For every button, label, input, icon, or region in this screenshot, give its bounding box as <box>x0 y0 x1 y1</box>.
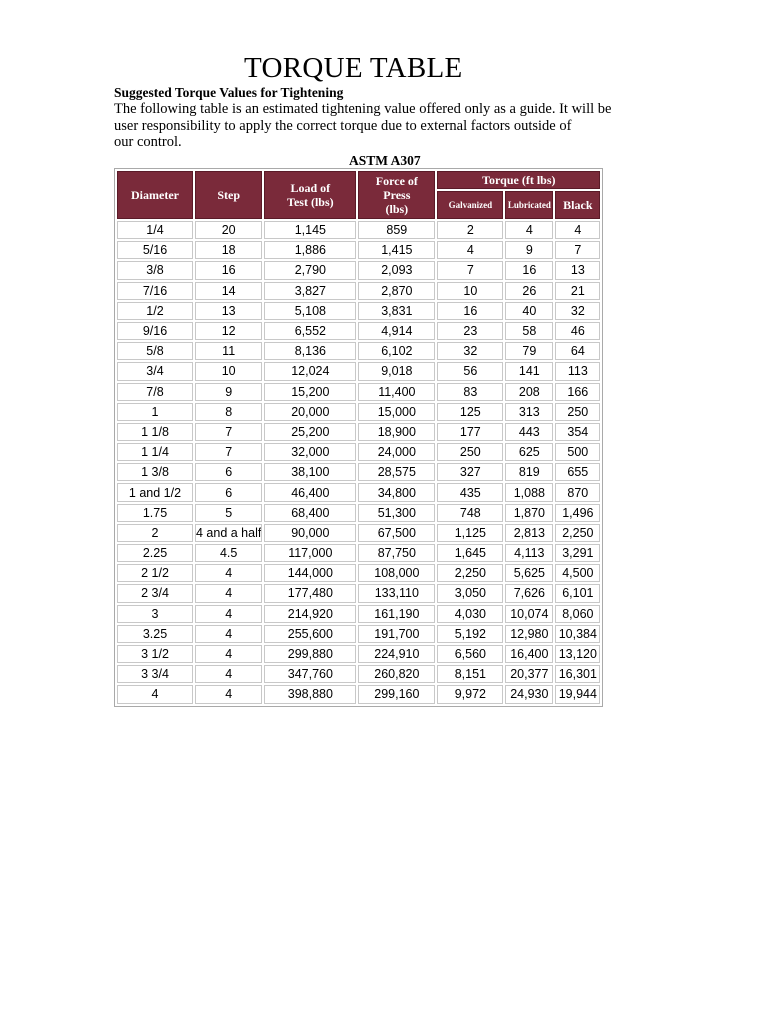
force-cell: 34,800 <box>358 483 435 501</box>
galvanized-cell: 7 <box>437 261 503 279</box>
force-cell: 51,300 <box>358 504 435 522</box>
force-cell: 133,110 <box>358 584 435 602</box>
black-cell: 4 <box>555 221 600 239</box>
lubricated-cell: 1,870 <box>505 504 553 522</box>
force-cell: 1,415 <box>358 241 435 259</box>
step-cell: 9 <box>195 383 262 401</box>
lubricated-cell: 16 <box>505 261 553 279</box>
galvanized-cell: 2 <box>437 221 503 239</box>
step-cell: 20 <box>195 221 262 239</box>
table-row <box>117 544 600 562</box>
galvanized-cell: 1,645 <box>437 544 503 562</box>
load-cell: 38,100 <box>264 463 356 481</box>
step-cell: 4.5 <box>195 544 262 562</box>
galvanized-cell: 177 <box>437 423 503 441</box>
force-cell: 18,900 <box>358 423 435 441</box>
step-cell: 7 <box>195 443 262 461</box>
diameter-cell: 1.75 <box>117 504 193 522</box>
table-caption: ASTM A307 <box>349 153 421 168</box>
load-cell: 1,886 <box>264 241 356 259</box>
force-cell: 9,018 <box>358 362 435 380</box>
load-cell: 8,136 <box>264 342 356 360</box>
diameter-cell: 3 1/2 <box>117 645 193 663</box>
galvanized-cell: 9,972 <box>437 685 503 703</box>
lubricated-cell: 16,400 <box>505 645 553 663</box>
table-row <box>117 524 600 542</box>
diameter-cell: 1 <box>117 403 193 421</box>
load-cell: 25,200 <box>264 423 356 441</box>
black-cell: 21 <box>555 282 600 300</box>
lubricated-cell: 141 <box>505 362 553 380</box>
lubricated-cell: 625 <box>505 443 553 461</box>
step-cell: 18 <box>195 241 262 259</box>
table-row <box>117 645 600 663</box>
load-cell: 3,827 <box>264 282 356 300</box>
diameter-cell: 1/2 <box>117 302 193 320</box>
header-load-line1: Load of <box>290 181 331 195</box>
galvanized-cell: 16 <box>437 302 503 320</box>
black-cell: 32 <box>555 302 600 320</box>
page-title: TORQUE TABLE <box>244 52 463 84</box>
diameter-cell: 2 <box>117 524 193 542</box>
load-cell: 15,200 <box>264 383 356 401</box>
step-cell: 10 <box>195 362 262 380</box>
table-row <box>117 584 600 602</box>
lubricated-cell: 2,813 <box>505 524 553 542</box>
torque-table <box>114 168 603 707</box>
lubricated-cell: 24,930 <box>505 685 553 703</box>
header-load-of-test <box>264 171 356 219</box>
table-row <box>117 625 600 643</box>
black-cell: 166 <box>555 383 600 401</box>
galvanized-cell: 125 <box>437 403 503 421</box>
step-cell: 4 <box>195 564 262 582</box>
table-row <box>117 302 600 320</box>
table-row <box>117 423 600 441</box>
black-cell: 655 <box>555 463 600 481</box>
black-cell: 7 <box>555 241 600 259</box>
force-cell: 11,400 <box>358 383 435 401</box>
black-cell: 19,944 <box>555 685 600 703</box>
black-cell: 16,301 <box>555 665 600 683</box>
lubricated-cell: 58 <box>505 322 553 340</box>
black-cell: 8,060 <box>555 605 600 623</box>
step-cell: 11 <box>195 342 262 360</box>
diameter-cell: 7/8 <box>117 383 193 401</box>
header-step: Step <box>195 171 262 219</box>
galvanized-cell: 32 <box>437 342 503 360</box>
header-lubricated: Lubricated <box>505 191 553 219</box>
load-cell: 144,000 <box>264 564 356 582</box>
lubricated-cell: 313 <box>505 403 553 421</box>
load-cell: 1,145 <box>264 221 356 239</box>
force-cell: 24,000 <box>358 443 435 461</box>
diameter-cell: 3.25 <box>117 625 193 643</box>
load-cell: 255,600 <box>264 625 356 643</box>
diameter-cell: 5/8 <box>117 342 193 360</box>
table-row <box>117 241 600 259</box>
torque-table-container <box>114 168 603 707</box>
galvanized-cell: 4,030 <box>437 605 503 623</box>
galvanized-cell: 56 <box>437 362 503 380</box>
galvanized-cell: 6,560 <box>437 645 503 663</box>
step-cell: 4 <box>195 665 262 683</box>
lubricated-cell: 1,088 <box>505 483 553 501</box>
step-cell: 4 <box>195 584 262 602</box>
step-cell: 4 <box>195 605 262 623</box>
black-cell: 113 <box>555 362 600 380</box>
load-cell: 46,400 <box>264 483 356 501</box>
force-cell: 67,500 <box>358 524 435 542</box>
force-cell: 299,160 <box>358 685 435 703</box>
black-cell: 870 <box>555 483 600 501</box>
step-cell: 12 <box>195 322 262 340</box>
diameter-cell: 1/4 <box>117 221 193 239</box>
table-row <box>117 504 600 522</box>
step-cell: 13 <box>195 302 262 320</box>
black-cell: 10,384 <box>555 625 600 643</box>
header-force-line1: Force of <box>375 174 418 188</box>
force-cell: 28,575 <box>358 463 435 481</box>
table-row <box>117 282 600 300</box>
lubricated-cell: 79 <box>505 342 553 360</box>
step-cell: 16 <box>195 261 262 279</box>
force-cell: 6,102 <box>358 342 435 360</box>
step-cell: 14 <box>195 282 262 300</box>
force-cell: 108,000 <box>358 564 435 582</box>
lubricated-cell: 4 <box>505 221 553 239</box>
diameter-cell: 1 1/4 <box>117 443 193 461</box>
table-row <box>117 463 600 481</box>
force-cell: 224,910 <box>358 645 435 663</box>
lubricated-cell: 7,626 <box>505 584 553 602</box>
load-cell: 68,400 <box>264 504 356 522</box>
diameter-cell: 5/16 <box>117 241 193 259</box>
load-cell: 214,920 <box>264 605 356 623</box>
lubricated-cell: 26 <box>505 282 553 300</box>
lubricated-cell: 10,074 <box>505 605 553 623</box>
step-cell: 6 <box>195 483 262 501</box>
intro-paragraph <box>114 101 634 151</box>
header-force-line3: (lbs) <box>385 202 409 216</box>
table-row <box>117 322 600 340</box>
load-cell: 117,000 <box>264 544 356 562</box>
diameter-cell: 3/8 <box>117 261 193 279</box>
header-load-line2: Test (lbs) <box>287 195 334 209</box>
step-cell: 7 <box>195 423 262 441</box>
galvanized-cell: 10 <box>437 282 503 300</box>
lubricated-cell: 12,980 <box>505 625 553 643</box>
load-cell: 5,108 <box>264 302 356 320</box>
table-row <box>117 605 600 623</box>
intro-line: The following table is an estimated tightening value offered only as a guide. It will be <box>114 101 612 117</box>
table-row <box>117 685 600 703</box>
lubricated-cell: 40 <box>505 302 553 320</box>
black-cell: 2,250 <box>555 524 600 542</box>
galvanized-cell: 83 <box>437 383 503 401</box>
force-cell: 161,190 <box>358 605 435 623</box>
load-cell: 299,880 <box>264 645 356 663</box>
step-cell: 5 <box>195 504 262 522</box>
galvanized-cell: 435 <box>437 483 503 501</box>
black-cell: 1,496 <box>555 504 600 522</box>
black-cell: 13,120 <box>555 645 600 663</box>
black-cell: 46 <box>555 322 600 340</box>
header-black: Black <box>555 191 600 219</box>
load-cell: 6,552 <box>264 322 356 340</box>
header-galvanized: Galvanized <box>437 191 503 219</box>
diameter-cell: 3 <box>117 605 193 623</box>
step-cell: 4 <box>195 685 262 703</box>
diameter-cell: 1 3/8 <box>117 463 193 481</box>
load-cell: 347,760 <box>264 665 356 683</box>
load-cell: 177,480 <box>264 584 356 602</box>
diameter-cell: 2 1/2 <box>117 564 193 582</box>
lubricated-cell: 9 <box>505 241 553 259</box>
load-cell: 90,000 <box>264 524 356 542</box>
step-cell: 6 <box>195 463 262 481</box>
galvanized-cell: 250 <box>437 443 503 461</box>
force-cell: 15,000 <box>358 403 435 421</box>
black-cell: 3,291 <box>555 544 600 562</box>
table-row <box>117 362 600 380</box>
torque-table-body <box>117 221 600 704</box>
galvanized-cell: 327 <box>437 463 503 481</box>
diameter-cell: 3 3/4 <box>117 665 193 683</box>
load-cell: 20,000 <box>264 403 356 421</box>
lubricated-cell: 208 <box>505 383 553 401</box>
diameter-cell: 9/16 <box>117 322 193 340</box>
table-row <box>117 261 600 279</box>
load-cell: 2,790 <box>264 261 356 279</box>
diameter-cell: 1 and 1/2 <box>117 483 193 501</box>
diameter-cell: 2 3/4 <box>117 584 193 602</box>
table-row <box>117 483 600 501</box>
galvanized-cell: 3,050 <box>437 584 503 602</box>
intro-line: user responsibility to apply the correct torque due to external factors outside of <box>114 117 572 134</box>
diameter-cell: 4 <box>117 685 193 703</box>
black-cell: 64 <box>555 342 600 360</box>
lubricated-cell: 4,113 <box>505 544 553 562</box>
black-cell: 4,500 <box>555 564 600 582</box>
lubricated-cell: 819 <box>505 463 553 481</box>
header-force-line2: Press <box>383 188 411 202</box>
step-cell: 8 <box>195 403 262 421</box>
header-torque-group: Torque (ft lbs) <box>437 171 600 189</box>
force-cell: 87,750 <box>358 544 435 562</box>
diameter-cell: 2.25 <box>117 544 193 562</box>
intro-line: our control. <box>114 134 182 150</box>
black-cell: 500 <box>555 443 600 461</box>
force-cell: 2,093 <box>358 261 435 279</box>
diameter-cell: 1 1/8 <box>117 423 193 441</box>
step-cell: 4 and a half <box>195 524 262 542</box>
galvanized-cell: 2,250 <box>437 564 503 582</box>
page-subtitle: Suggested Torque Values for Tightening <box>114 85 344 100</box>
force-cell: 859 <box>358 221 435 239</box>
force-cell: 260,820 <box>358 665 435 683</box>
diameter-cell: 7/16 <box>117 282 193 300</box>
header-force-of-press <box>358 171 435 219</box>
force-cell: 191,700 <box>358 625 435 643</box>
load-cell: 12,024 <box>264 362 356 380</box>
table-row <box>117 564 600 582</box>
table-row <box>117 443 600 461</box>
galvanized-cell: 5,192 <box>437 625 503 643</box>
galvanized-cell: 748 <box>437 504 503 522</box>
galvanized-cell: 1,125 <box>437 524 503 542</box>
step-cell: 4 <box>195 645 262 663</box>
table-row <box>117 383 600 401</box>
table-row <box>117 665 600 683</box>
black-cell: 250 <box>555 403 600 421</box>
load-cell: 32,000 <box>264 443 356 461</box>
black-cell: 354 <box>555 423 600 441</box>
header-diameter: Diameter <box>117 171 193 219</box>
galvanized-cell: 8,151 <box>437 665 503 683</box>
black-cell: 6,101 <box>555 584 600 602</box>
lubricated-cell: 5,625 <box>505 564 553 582</box>
load-cell: 398,880 <box>264 685 356 703</box>
galvanized-cell: 23 <box>437 322 503 340</box>
table-row <box>117 342 600 360</box>
black-cell: 13 <box>555 261 600 279</box>
lubricated-cell: 20,377 <box>505 665 553 683</box>
step-cell: 4 <box>195 625 262 643</box>
table-row <box>117 403 600 421</box>
force-cell: 3,831 <box>358 302 435 320</box>
galvanized-cell: 4 <box>437 241 503 259</box>
lubricated-cell: 443 <box>505 423 553 441</box>
force-cell: 4,914 <box>358 322 435 340</box>
force-cell: 2,870 <box>358 282 435 300</box>
table-row <box>117 221 600 239</box>
diameter-cell: 3/4 <box>117 362 193 380</box>
